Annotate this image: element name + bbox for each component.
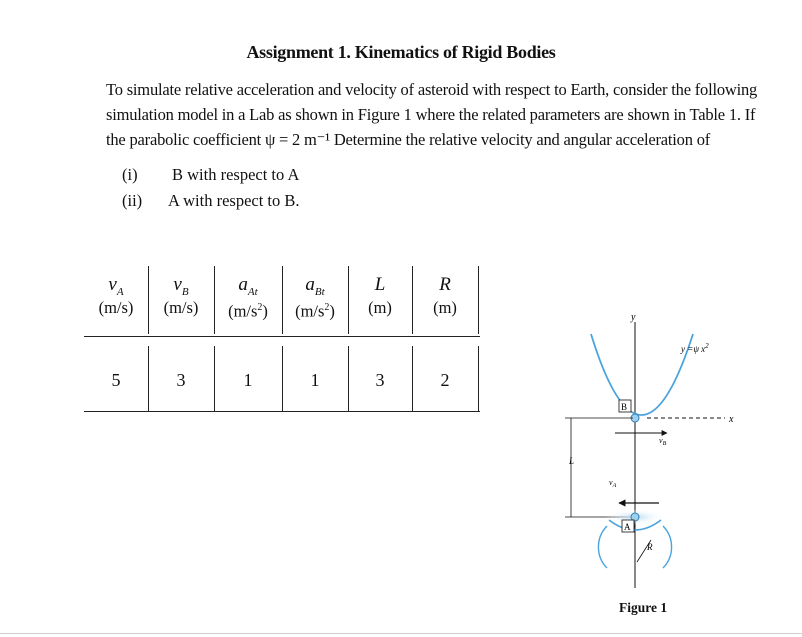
header-unit: (m) — [433, 298, 457, 317]
header-vb — [148, 272, 214, 318]
header-unit: $(m/s^2)$ — [295, 301, 335, 321]
header-l — [348, 272, 412, 318]
y-axis-label: y — [631, 312, 636, 323]
table-divider — [348, 266, 349, 334]
value-r: 2 — [440, 370, 450, 390]
table-divider — [478, 346, 479, 412]
header-unit: (m/s) — [98, 298, 134, 317]
list-item-i — [122, 165, 299, 185]
value-vb: 3 — [176, 370, 186, 390]
paragraph-line-3: the parabolic coefficient ψ = 2 m⁻¹ Determine the relative velocity and angular acceleration of — [106, 130, 711, 149]
list-item-number: (i) — [122, 165, 138, 184]
table-divider — [282, 266, 283, 334]
list-item-text: A with respect to B. — [168, 191, 300, 210]
table-divider — [214, 346, 215, 412]
problem-paragraph — [106, 77, 758, 152]
table-divider — [412, 346, 413, 412]
figure-1-diagram — [555, 300, 755, 595]
point-b-label: B — [621, 402, 628, 412]
value-aat: 1 — [243, 370, 253, 390]
table-divider — [282, 346, 283, 412]
paragraph-line-2: simulation model in a Lab as shown in Figure 1 where the related parameters are shown in Table 1. If — [106, 105, 756, 124]
list-item-text: B with respect to A — [172, 165, 300, 184]
assignment-title: Assignment 1. Kinematics of Rigid Bodies — [246, 42, 556, 62]
table-divider — [478, 266, 479, 334]
header-unit: $(m/s^2)$ — [228, 301, 268, 321]
table-divider — [348, 346, 349, 412]
x-axis-label: x — [729, 414, 734, 425]
figure-caption: Figure 1 — [619, 600, 668, 615]
header-unit: (m/s) — [163, 298, 199, 317]
table-divider — [148, 346, 149, 412]
point-a-label: A — [624, 522, 631, 532]
header-unit: (m) — [368, 298, 392, 317]
value-abt: 1 — [310, 370, 320, 390]
parabola-curve — [591, 334, 693, 415]
list-item-ii — [122, 191, 300, 211]
value-l: 3 — [375, 370, 385, 390]
table-rule-top — [84, 336, 480, 337]
header-aat — [214, 272, 282, 322]
length-label: L — [569, 456, 575, 466]
header-var: R — [439, 274, 451, 295]
list-item-number: (ii) — [122, 191, 143, 210]
table-divider — [412, 266, 413, 334]
radius-label: R — [647, 542, 653, 552]
header-var: $a_{At}$ — [238, 274, 258, 298]
table-divider — [148, 266, 149, 334]
header-var: L — [374, 274, 386, 295]
equation-label: y =ψ $x^2$ — [681, 342, 709, 354]
velocity-b-label: $v_B$ — [659, 436, 667, 447]
header-var: $a_{Bt}$ — [305, 274, 325, 298]
page-bottom-border — [0, 633, 802, 634]
header-va — [84, 272, 148, 318]
header-var: $v_A$ — [108, 274, 124, 298]
table-divider — [214, 266, 215, 334]
header-abt — [282, 272, 348, 322]
paragraph-line-1: To simulate relative acceleration and velocity of asteroid with respect to Earth, consider the following — [106, 80, 758, 99]
value-va: 5 — [111, 370, 121, 390]
header-r — [412, 272, 478, 318]
header-var: $v_B$ — [173, 274, 189, 298]
velocity-a-label: $v_A$ — [609, 478, 617, 489]
